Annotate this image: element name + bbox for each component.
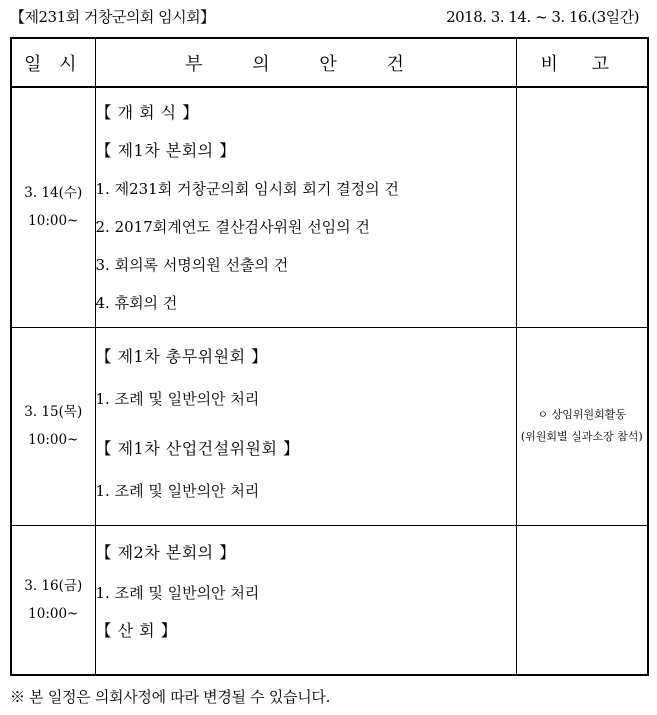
date-cell [11, 327, 95, 525]
note-cell [516, 525, 648, 675]
agenda-item: 【 제1차 산업건설위원회 】 [95, 438, 300, 458]
note-cell [516, 87, 648, 327]
column-header-date: 일 시 [11, 38, 95, 87]
agenda-item: 【 산 회 】 [95, 620, 178, 640]
agenda-item: 【 제2차 본회의 】 [95, 542, 236, 562]
column-header-agenda: 부 의 안 건 [95, 38, 516, 87]
note-cell [516, 327, 648, 525]
row-date: 3. 15(목) [24, 404, 83, 420]
row-time: 10:00~ [28, 213, 79, 230]
agenda-item: 1. 조례 및 일반의안 처리 [95, 389, 260, 408]
agenda-cell [95, 87, 516, 327]
agenda-item: 1. 조례 및 일반의안 처리 [95, 481, 260, 500]
row-date: 3. 16(금) [24, 577, 83, 594]
table-row [11, 87, 648, 327]
agenda-item: 1. 제231회 거창군의회 임시회 회기 결정의 건 [95, 180, 399, 198]
date-cell [11, 87, 95, 327]
row-time: 10:00~ [28, 605, 79, 622]
schedule-table [10, 37, 649, 676]
table-row [11, 327, 648, 525]
row-date: 3. 14(수) [24, 185, 83, 202]
agenda-item: 【 제1차 총무위원회 】 [95, 346, 268, 366]
note-item: (위원회별 실과소장 참석) [520, 430, 643, 443]
agenda-cell [95, 525, 516, 675]
column-header-note: 비 고 [516, 38, 648, 87]
agenda-cell [95, 327, 516, 525]
footnote: ※ 본 일정은 의회사정에 따라 변경될 수 있습니다. [10, 688, 331, 706]
agenda-item: 4. 휴회의 건 [95, 294, 178, 312]
agenda-item: 1. 조례 및 일반의안 처리 [95, 583, 260, 602]
row-time: 10:00~ [28, 432, 79, 448]
table-header-row [11, 38, 648, 87]
agenda-item: 2. 2017회계연도 결산검사위원 선임의 건 [95, 218, 370, 236]
session-title: 【제231회 거창군의회 임시회】 [10, 8, 215, 26]
agenda-item: 【 개 회 식 】 [95, 103, 199, 122]
session-date-range: 2018. 3. 14. ~ 3. 16.(3일간) [446, 8, 639, 26]
agenda-item: 【 제1차 본회의 】 [95, 141, 236, 160]
date-cell [11, 525, 95, 675]
table-row [11, 525, 648, 675]
note-item: ㅇ 상임위원회활동 [537, 408, 626, 421]
agenda-item: 3. 회의록 서명의원 선출의 건 [95, 256, 289, 274]
